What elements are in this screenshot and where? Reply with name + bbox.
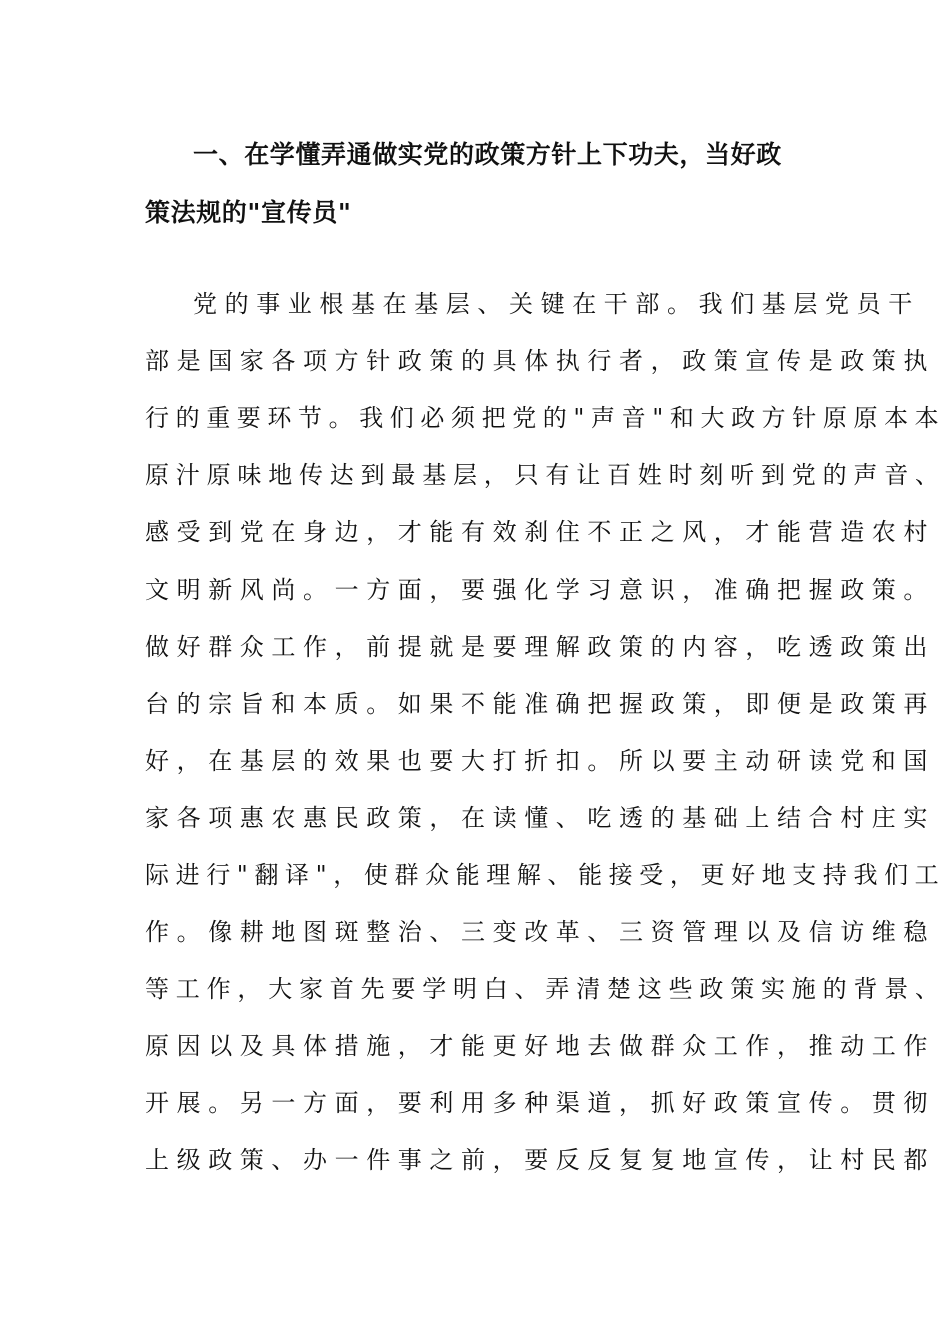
section-heading-line-2: 策法规的"宣传员" — [145, 198, 352, 227]
section-heading-line-1: 一、在学懂弄通做实党的政策方针上下功夫，当好政 — [193, 140, 782, 169]
body-line: 家各项惠农惠民政策，在读懂、吃透的基础上结合村庄实 — [145, 804, 935, 832]
body-line: 上级政策、办一件事之前，要反反复复地宣传，让村民都 — [145, 1146, 935, 1174]
body-line: 做好群众工作，前提就是要理解政策的内容，吃透政策出 — [145, 633, 935, 661]
body-line: 作。像耕地图斑整治、三变改革、三资管理以及信访维稳 — [145, 918, 935, 946]
body-line: 开展。另一方面，要利用多种渠道，抓好政策宣传。贯彻 — [145, 1089, 935, 1117]
body-line: 党的事业根基在基层、关键在干部。我们基层党员干 — [193, 290, 920, 318]
body-line: 台的宗旨和本质。如果不能准确把握政策，即便是政策再 — [145, 690, 935, 718]
body-line: 原汁原味地传达到最基层，只有让百姓时刻听到党的声音、 — [145, 461, 946, 489]
body-line: 感受到党在身边，才能有效刹住不正之风，才能营造农村 — [145, 518, 935, 546]
body-line: 等工作，大家首先要学明白、弄清楚这些政策实施的背景、 — [145, 975, 946, 1003]
body-line: 行的重要环节。我们必须把党的"声音"和大政方针原原本本 — [145, 404, 946, 432]
body-line: 文明新风尚。一方面，要强化学习意识，准确把握政策。 — [145, 576, 935, 604]
body-line: 部是国家各项方针政策的具体执行者，政策宣传是政策执 — [145, 347, 935, 375]
body-line: 原因以及具体措施，才能更好地去做群众工作，推动工作 — [145, 1032, 935, 1060]
body-line: 际进行"翻译"，使群众能理解、能接受，更好地支持我们工 — [145, 861, 946, 889]
body-line: 好，在基层的效果也要大打折扣。所以要主动研读党和国 — [145, 747, 935, 775]
